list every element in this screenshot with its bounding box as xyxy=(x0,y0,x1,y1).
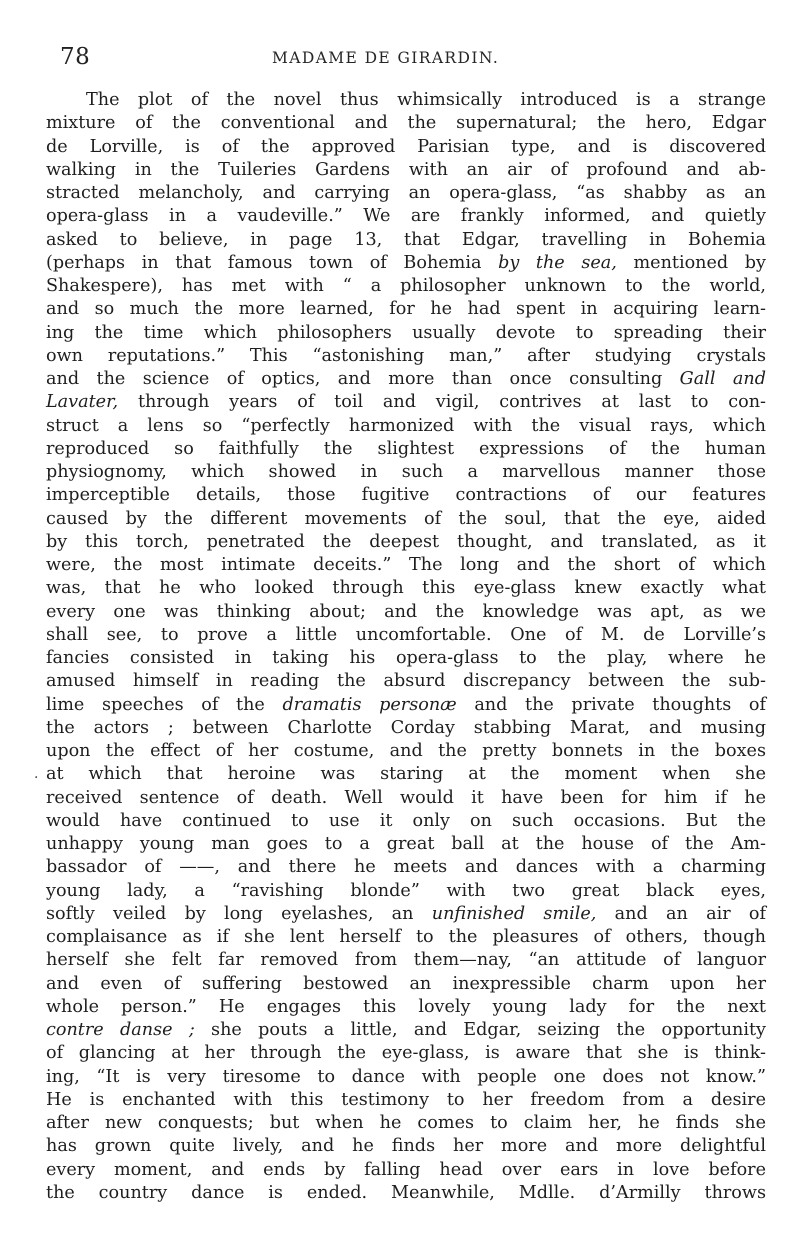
line-text: opera-glass in a vaudeville.” We are frankly informed, and quietly xyxy=(46,206,766,227)
line-text: fancies consisted in taking his opera-glass to the play, where he xyxy=(46,648,766,668)
line-text: imperceptible details, those fugitive contractions of our features xyxy=(46,485,766,506)
line-text: whole person.” He engages this lovely young lady for the next xyxy=(46,996,766,1017)
text-line xyxy=(46,973,766,996)
line-text: stracted melancholy, and carrying an opera-glass, “as shabby as an xyxy=(46,183,766,203)
text-line xyxy=(46,1066,766,1089)
line-text: caused by the different movements of the soul, that the eye, aided xyxy=(46,508,766,529)
line-text: and the science of optics, and more than once consulting xyxy=(46,369,680,389)
line-text: physiognomy, which showed in such a marvellous manner those xyxy=(46,462,766,482)
text-line xyxy=(46,252,766,275)
line-text: and even of suffering bestowed an inexpressible charm upon her xyxy=(46,973,766,994)
text-line xyxy=(46,1042,766,1065)
line-text: herself she felt far removed from them—nay, “an attitude of languor xyxy=(46,950,766,971)
line-text: ing the time which philosophers usually devote to spreading their xyxy=(46,322,766,343)
line-text: He is enchanted with this testimony to her freedom from a desire xyxy=(46,1089,766,1110)
text-line xyxy=(46,577,766,600)
line-text: by this torch, penetrated the deepest thought, and translated, as it xyxy=(46,531,766,552)
line-text: struct a lens so “perfectly harmonized with the visual rays, which xyxy=(46,415,766,436)
italic-phrase: Gall and xyxy=(679,369,766,389)
line-text: and the private thoughts of xyxy=(456,694,766,715)
text-line xyxy=(46,624,766,647)
line-text: complaisance as if she lent herself to the pleasures of others, though xyxy=(46,927,766,947)
text-line xyxy=(46,89,766,112)
text-line xyxy=(46,391,766,414)
line-text: the country dance is ended. Meanwhile, Mdlle. d’Armilly throws xyxy=(46,1182,766,1203)
text-line xyxy=(46,1135,766,1158)
text-line xyxy=(46,787,766,810)
text-line xyxy=(46,298,766,321)
line-text: at which that heroine was staring at the moment when she xyxy=(46,764,766,785)
italic-phrase: contre danse ; xyxy=(46,1020,195,1040)
text-line xyxy=(46,159,766,182)
line-text: walking in the Tuileries Gardens with an air of profound and ab- xyxy=(46,159,766,180)
line-text: mixture of the conventional and the supernatural; the hero, Edgar xyxy=(46,113,766,134)
text-line xyxy=(46,1112,766,1135)
text-line xyxy=(46,1159,766,1182)
line-text: she pouts a little, and Edgar, seizing the opportunity xyxy=(194,1020,766,1040)
text-line xyxy=(46,205,766,228)
text-line xyxy=(46,345,766,368)
text-line xyxy=(46,717,766,740)
line-text: every one was thinking about; and the knowledge was apt, as we xyxy=(46,601,766,622)
line-text: unhappy young man goes to a great ball at the house of the Am- xyxy=(46,834,766,854)
running-title: MADAME DE GIRARDIN. xyxy=(272,49,500,67)
line-text: shall see, to prove a little uncomfortable. One of M. de Lorville’s xyxy=(46,624,766,645)
line-text: upon the effect of her costume, and the pretty bonnets in the boxes xyxy=(46,741,766,761)
text-line xyxy=(46,1089,766,1112)
margin-mark: · xyxy=(34,770,39,786)
line-text: reproduced so faithfully the slightest expressions of the human xyxy=(46,438,766,459)
body-paragraph xyxy=(46,89,766,1205)
text-line xyxy=(46,926,766,949)
text-line xyxy=(46,833,766,856)
line-text: of glancing at her through the eye-glass, is aware that she is think- xyxy=(46,1043,766,1064)
italic-phrase: by the sea, xyxy=(498,252,617,273)
italic-phrase: unfinished smile, xyxy=(431,903,597,924)
text-line xyxy=(46,601,766,624)
text-line xyxy=(46,229,766,252)
line-text: (perhaps in that famous town of Bohemia xyxy=(46,252,499,273)
line-text: asked to believe, in page 13, that Edgar, travelling in Bohemia xyxy=(46,229,766,250)
line-text: through years of toil and vigil, contrives at last to con- xyxy=(118,392,766,413)
text-line xyxy=(46,182,766,205)
text-line xyxy=(46,531,766,554)
text-line xyxy=(46,810,766,833)
running-head xyxy=(60,44,760,74)
line-text: lime speeches of the xyxy=(46,694,283,715)
line-text: ing, “It is very tiresome to dance with people one does not know.” xyxy=(46,1066,766,1087)
line-text: amused himself in reading the absurd discrepancy between the sub- xyxy=(46,671,766,692)
text-line xyxy=(46,136,766,159)
line-text: received sentence of death. Well would it have been for him if he xyxy=(46,787,766,808)
line-text: the actors ; between Charlotte Corday stabbing Marat, and musing xyxy=(46,717,766,738)
text-line xyxy=(46,647,766,670)
line-text: bassador of ——, and there he meets and dances with a charming xyxy=(46,857,766,878)
text-line xyxy=(46,1182,766,1205)
line-text: every moment, and ends by falling head over ears in love before xyxy=(46,1159,766,1180)
text-line xyxy=(46,996,766,1019)
line-text: was, that he who looked through this eye-glass knew exactly what xyxy=(46,578,766,599)
text-line xyxy=(46,1019,766,1042)
text-line xyxy=(46,484,766,507)
text-line xyxy=(46,740,766,763)
text-line xyxy=(46,763,766,786)
line-text: has grown quite lively, and he finds her more and more delightful xyxy=(46,1136,766,1157)
line-text: young lady, a “ravishing blonde” with two great black eyes, xyxy=(46,880,766,901)
text-line xyxy=(46,322,766,345)
text-line xyxy=(46,880,766,903)
text-line xyxy=(46,670,766,693)
line-text: would have continued to use it only on such occasions. But the xyxy=(46,810,766,831)
text-line xyxy=(46,554,766,577)
line-text: and so much the more learned, for he had spent in acquiring learn- xyxy=(46,299,766,320)
line-text: were, the most intimate deceits.” The long and the short of which xyxy=(46,555,766,575)
line-text: Shakespere), has met with “ a philosopher unknown to the world, xyxy=(46,276,766,296)
text-line xyxy=(46,856,766,879)
line-text: and an air of xyxy=(596,903,767,924)
line-text: mentioned by xyxy=(616,252,766,273)
text-line xyxy=(46,112,766,135)
line-text: The plot of the novel thus whimsically introduced is a strange xyxy=(86,90,766,110)
text-line xyxy=(46,949,766,972)
text-line xyxy=(46,415,766,438)
line-text: softly veiled by long eyelashes, an xyxy=(46,903,432,924)
line-text: own reputations.” This “astonishing man,” after studying crystals xyxy=(46,345,766,366)
page-number: 78 xyxy=(60,44,91,70)
text-line xyxy=(46,694,766,717)
text-line xyxy=(46,508,766,531)
line-text: after new conquests; but when he comes to claim her, he finds she xyxy=(46,1113,766,1133)
text-line xyxy=(46,903,766,926)
line-text: de Lorville, is of the approved Parisian type, and is discovered xyxy=(46,136,766,157)
italic-phrase: Lavater, xyxy=(46,392,119,413)
italic-phrase: dramatis personæ xyxy=(282,694,457,715)
text-line xyxy=(46,368,766,391)
text-line xyxy=(46,461,766,484)
text-line xyxy=(46,438,766,461)
text-line xyxy=(46,275,766,298)
